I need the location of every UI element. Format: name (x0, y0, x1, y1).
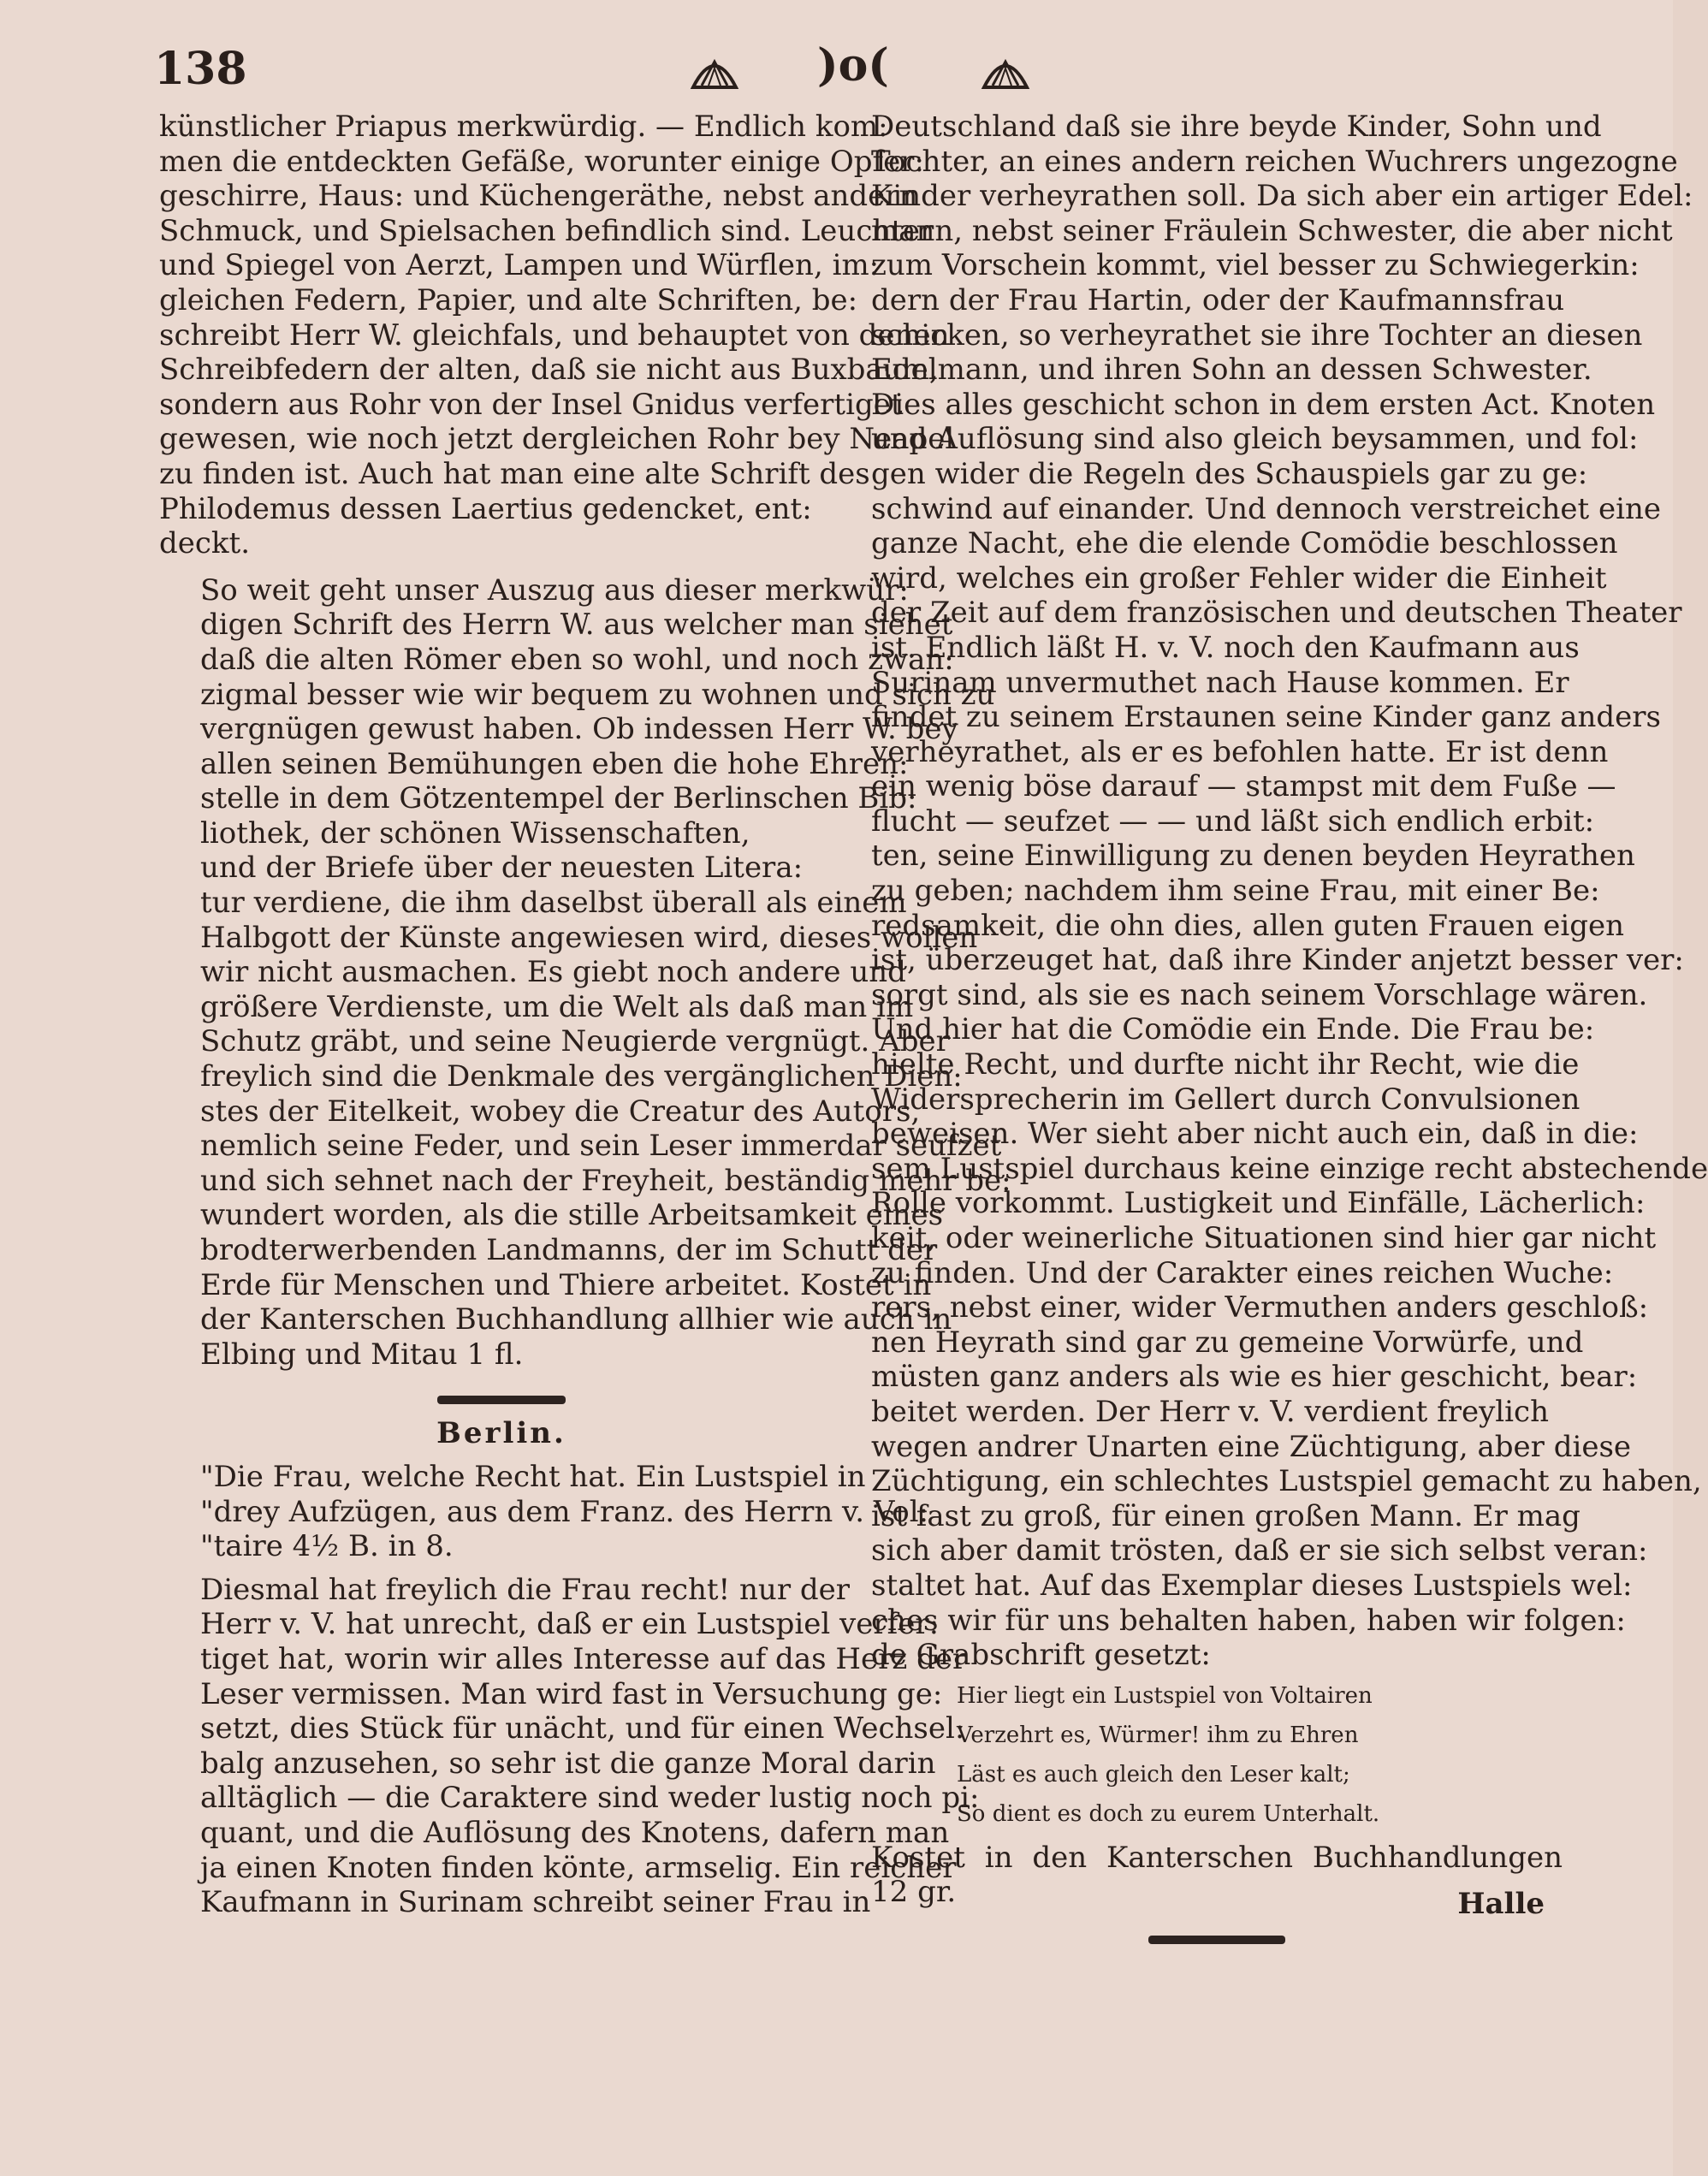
text-line: ja einen Knoten finden könte, armselig. Ein reicher (200, 1850, 957, 1885)
text-line: zigmal besser wie wir bequem zu wohnen und sich zu (200, 677, 995, 712)
text-line: findet zu seinem Erstaunen seine Kinder ganz anders (871, 700, 1661, 735)
text-line: ten, seine Einwilligung zu denen beyden Heyrathen (871, 839, 1635, 874)
text-line: mann, nebst seiner Fräulein Schwester, die aber nicht (871, 213, 1673, 248)
text-line: staltet hat. Auf das Exemplar dieses Lustspiels wel: (871, 1568, 1633, 1603)
quote-line: "Die Frau, welche Recht hat. Ein Lustspiel in (200, 1459, 866, 1494)
text-line: keit, oder weinerliche Situationen sind hier gar nicht (871, 1221, 1657, 1255)
text-line: sorgt sind, als sie es nach seinem Vorschlage wären. (871, 977, 1648, 1012)
text-line: nemlich seine Feder, und sein Leser immerdar seufzet (200, 1129, 1002, 1164)
text-line: tur verdiene, die ihm daselbst überall als einem (200, 886, 907, 921)
text-line: Halbgott der Künste angewiesen wird, dieses wollen (200, 920, 978, 955)
catchword: Halle (1457, 1887, 1545, 1921)
header-divider-ornament: )o( (817, 39, 889, 92)
text-line: alltäglich — die Caraktere sind weder lustig noch pi: (200, 1781, 980, 1816)
text-line: Schmuck, und Spielsachen befindlich sind. Leuchter (159, 213, 934, 248)
text-line: schreibt Herr W. gleichfals, und behauptet von denen (159, 317, 950, 353)
text-line: zu geben; nachdem ihm seine Frau, mit einer Be: (871, 874, 1600, 909)
text-line: rers, nebst einer, wider Vermuthen anders geschloß: (871, 1290, 1649, 1325)
text-line: geschirre, Haus: und Küchengeräthe, nebst andern (159, 179, 918, 214)
text-line: wegen andrer Unarten eine Züchtigung, aber diese (871, 1429, 1632, 1464)
text-line: allen seinen Bemühungen eben die hohe Ehren: (200, 746, 909, 781)
text-line: Deutschland daß sie ihre beyde Kinder, Sohn und (871, 110, 1602, 144)
text-line: und Auflösung sind also gleich beysammen, und fol: (871, 422, 1639, 457)
text-line: wundert worden, als die stille Arbeitsamkeit eines (200, 1198, 944, 1233)
text-line: verheyrathet, als er es befohlen hatte. Er ist denn (871, 734, 1609, 769)
text-line: der Kanterschen Buchhandlung allhier wie auch in (200, 1302, 952, 1337)
left-paragraph-3 (159, 1572, 980, 1920)
text-line: stelle in dem Götzentempel der Berlinschen Bib: (200, 781, 917, 816)
text-line: dern der Frau Hartin, oder der Kaufmannsfrau (871, 282, 1565, 317)
closing-price-line: Kostet in den Kanterschen Buchhandlungen 12 gr. (871, 1840, 1563, 1910)
text-line: brodterwerbenden Landmanns, der im Schutt der (200, 1233, 938, 1267)
text-line: und sich sehnet nach der Freyheit, beständig mehr be: (200, 1163, 1011, 1198)
text-line: sem Lustspiel durchaus keine einzige recht abstechende (871, 1151, 1708, 1186)
text-line: und Spiegel von Aerzt, Lampen und Würflen, im: (159, 248, 880, 283)
text-line: wird, welches ein großer Fehler wider die Einheit (871, 560, 1607, 596)
text-line: hielte Recht, und durfte nicht ihr Recht, wie die (871, 1047, 1580, 1082)
text-line: gewesen, wie noch jetzt dergleichen Rohr bey Neapel (159, 422, 955, 457)
text-line: ist, überzeuget hat, daß ihre Kinder anjetzt besser ver: (871, 943, 1684, 978)
text-line: zu finden ist. Auch hat man eine alte Schrift des (159, 456, 870, 491)
text-line: So weit geht unser Auszug aus dieser merkwür: (200, 572, 909, 608)
closing-divider-rule (1148, 1936, 1285, 1944)
text-line: zum Vorschein kommt, viel besser zu Schwiegerkin: (871, 248, 1640, 283)
text-line: Philodemus dessen Laertius gedencket, ent: (159, 491, 812, 526)
right-paragraph-1 (871, 110, 1708, 1673)
verse-line: Läst es auch gleich den Leser kalt; (957, 1761, 1350, 1788)
text-line: Dies alles geschicht schon in dem ersten Act. Knoten (871, 387, 1656, 422)
text-line: ist fast zu groß, für einen großen Mann. Er mag (871, 1498, 1580, 1533)
text-line: setzt, dies Stück für unächt, und für einen Wechsel: (200, 1711, 965, 1746)
text-line: ein wenig böse darauf — stampst mit dem Fuße — (871, 769, 1616, 804)
left-paragraph-2 (159, 572, 1011, 1373)
text-line: beweisen. Wer sieht aber nicht auch ein, daß in die: (871, 1117, 1639, 1152)
left-column (159, 110, 1011, 1920)
text-line: Leser vermissen. Man wird fast in Versuchung ge: (200, 1676, 943, 1711)
text-line: gen wider die Regeln des Schauspiels gar zu ge: (871, 456, 1588, 491)
text-line: deckt. (159, 526, 251, 561)
text-line: sondern aus Rohr von der Insel Gnidus verfertiget (159, 387, 903, 422)
page-header (154, 39, 1523, 103)
text-line: sich aber damit trösten, daß er sie sich selbst veran: (871, 1533, 1648, 1568)
text-line: ches wir für uns behalten haben, haben wir folgen: (871, 1603, 1626, 1638)
verse-line: So dient es doch zu eurem Unterhalt. (957, 1800, 1380, 1827)
text-line: Kinder verheyrathen soll. Da sich aber ein artiger Edel: (871, 179, 1693, 214)
text-line: größere Verdienste, um die Welt als daß man im (200, 989, 914, 1024)
text-line: gleichen Federn, Papier, und alte Schriften, be: (159, 282, 858, 317)
text-line: zu finden. Und der Carakter eines reichen Wuche: (871, 1255, 1614, 1290)
text-line: quant, und die Auflösung des Knotens, dafern man (200, 1815, 950, 1850)
text-line: balg anzusehen, so sehr ist die ganze Moral darin (200, 1746, 936, 1781)
text-line: schwind auf einander. Und dennoch verstreichet eine (871, 491, 1661, 526)
shell-ornament-right-icon (976, 51, 1035, 98)
text-line: Edelmann, und ihren Sohn an dessen Schwester. (871, 353, 1592, 388)
text-line: Und hier hat die Comödie ein Ende. Die Frau be: (871, 1012, 1595, 1047)
text-line: Schreibfedern der alten, daß sie nicht aus Buxbaum, (159, 353, 939, 388)
section-heading-berlin: Berlin. (436, 1416, 566, 1451)
text-line: ist. Endlich läßt H. v. V. noch den Kaufmann aus (871, 630, 1580, 665)
text-line: tiget hat, worin wir alles Interesse auf das Herz der (200, 1641, 967, 1676)
epitaph-verse (871, 1676, 1563, 1834)
text-line: schicken, so verheyrathet sie ihre Tochter an diesen (871, 317, 1643, 353)
review-title-quote (159, 1459, 929, 1564)
text-line: beitet werden. Der Herr v. V. verdient freylich (871, 1394, 1549, 1429)
text-line: vergnügen gewust haben. Ob indessen Herr W. bey (200, 712, 958, 747)
text-line: stes der Eitelkeit, wobey die Creatur des Autors, (200, 1094, 921, 1129)
page-number: 138 (154, 43, 247, 95)
text-line: Tochter, an eines andern reichen Wuchrers ungezogne (871, 144, 1678, 179)
quote-line: "taire 4½ B. in 8. (200, 1529, 454, 1564)
text-line: Elbing und Mitau 1 fl. (200, 1337, 524, 1372)
text-line: ganze Nacht, ehe die elende Comödie beschlossen (871, 526, 1618, 561)
section-divider-rule (437, 1396, 566, 1404)
text-line: und der Briefe über der neuesten Litera: (200, 851, 804, 886)
text-line: der Zeit auf dem französischen und deutschen Theater (871, 596, 1682, 631)
text-line: redsamkeit, die ohn dies, allen guten Frauen eigen (871, 908, 1625, 943)
right-column (871, 110, 1708, 1956)
text-line: Züchtigung, ein schlechtes Lustspiel gemacht zu haben, (871, 1464, 1702, 1499)
left-paragraph-1 (159, 110, 955, 561)
text-line: men die entdeckten Gefäße, worunter einige Opfer: (159, 144, 924, 179)
text-line: Kaufmann in Surinam schreibt seiner Frau in (200, 1885, 871, 1920)
quote-line: "drey Aufzügen, aus dem Franz. des Herrn v. Vol: (200, 1494, 929, 1529)
text-line: Widersprecherin im Gellert durch Convulsionen (871, 1082, 1580, 1117)
text-line: Herr v. V. hat unrecht, daß er ein Lustspiel verfer: (200, 1607, 940, 1642)
text-line: de Grabschrift gesetzt: (871, 1638, 1211, 1673)
text-line: digen Schrift des Herrn W. aus welcher man siehet (200, 608, 953, 643)
text-line: flucht — seufzet — — und läßt sich endlich erbit: (871, 803, 1595, 839)
text-line: künstlicher Priapus merkwürdig. — Endlich kom: (159, 110, 888, 144)
verse-line: Verzehrt es, Würmer! ihm zu Ehren (957, 1722, 1359, 1748)
text-line: Diesmal hat freylich die Frau recht! nur der (200, 1572, 851, 1607)
shell-ornament-left-icon (685, 51, 744, 98)
text-line: daß die alten Römer eben so wohl, und noch zwan: (200, 642, 954, 677)
verse-line: Hier liegt ein Lustspiel von Voltairen (957, 1682, 1373, 1709)
text-line: Erde für Menschen und Thiere arbeitet. Kostet in (200, 1267, 932, 1302)
text-line: nen Heyrath sind gar zu gemeine Vorwürfe, und (871, 1325, 1584, 1360)
text-line: wir nicht ausmachen. Es giebt noch andere und (200, 955, 906, 990)
text-line: liothek, der schönen Wissenschaften, (200, 815, 750, 851)
text-line: müsten ganz anders als wie es hier geschicht, bear: (871, 1360, 1638, 1395)
text-line: Rolle vorkommt. Lustigkeit und Einfälle, Lächerlich: (871, 1186, 1646, 1221)
text-line: Schutz gräbt, und seine Neugierde vergnügt. Aber (200, 1024, 950, 1059)
text-line: Surinam unvermuthet nach Hause kommen. Er (871, 665, 1569, 700)
text-line: freylich sind die Denkmale des vergänglichen Dien: (200, 1059, 963, 1094)
